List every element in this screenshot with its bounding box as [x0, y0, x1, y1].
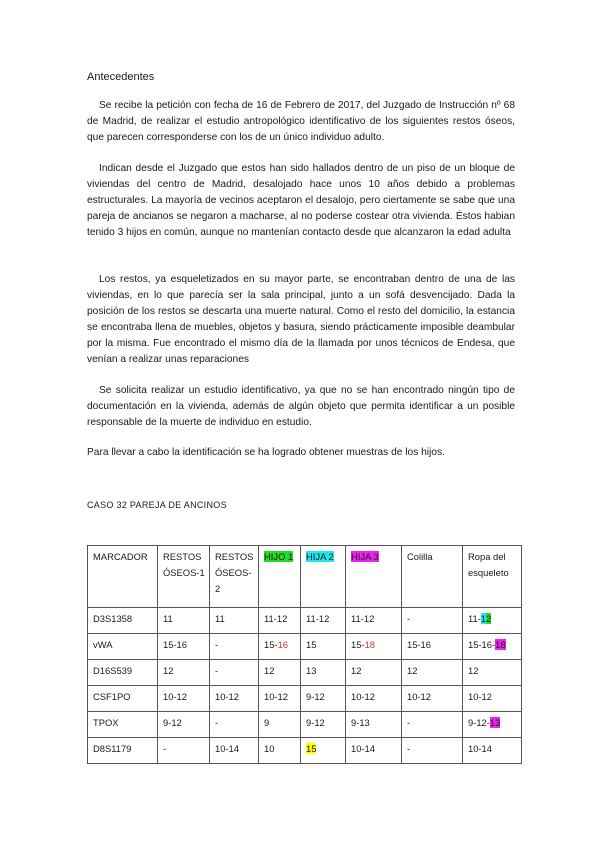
cell-marker: TPOX: [88, 712, 158, 738]
cell-ropa: [463, 634, 522, 660]
cell-ropa: [463, 608, 522, 634]
hijo1-red-value: 16: [277, 639, 288, 650]
cell-marker: D16S539: [88, 660, 158, 686]
cell-hija-2: 15: [301, 634, 346, 660]
ropa-highlight-magenta: 13: [489, 717, 501, 728]
cell-hija-2: 9-12: [301, 712, 346, 738]
cell-hijo-1: [259, 634, 301, 660]
cell-hija-3: 10-12: [346, 686, 402, 712]
cell-ropa: 12: [463, 660, 522, 686]
cell-marker: CSF1PO: [88, 686, 158, 712]
header-ropa-text: Ropa del esqueleto: [468, 551, 509, 578]
cell-restos-1: 12: [158, 660, 210, 686]
cell-restos-1: 15-16: [158, 634, 210, 660]
header-colilla-text: Colilla: [407, 551, 433, 562]
cell-hija-2: 11-12: [301, 608, 346, 634]
table-row: [88, 686, 522, 712]
header-restos-1: [158, 546, 210, 608]
cell-hija-3: 11-12: [346, 608, 402, 634]
cell-restos-1: 10-12: [158, 686, 210, 712]
case-title: CASO 32 PAREJA DE ANCINOS: [87, 500, 227, 510]
table-row: [88, 660, 522, 686]
cell-hija-3: 9-13: [346, 712, 402, 738]
table-row: [88, 712, 522, 738]
ropa-highlight-cyan: 1: [480, 613, 487, 624]
cell-restos-1: -: [158, 738, 210, 764]
header-hija-3-text: HIJA 3: [351, 551, 379, 562]
cell-hijo-1: 10: [259, 738, 301, 764]
cell-restos-2: 10-14: [210, 738, 259, 764]
header-marcador: [88, 546, 158, 608]
cell-hija-3: 12: [346, 660, 402, 686]
paragraph-location: Indican desde el Juzgado que estos han sido hallados dentro de un piso de un bloque de viviendas del centro de Madrid, desalojado hace unos 10 años debido a problemas estructurales. La mayoría de vecinos aceptaron el desalojo, pero ciertamente se sabe que una pareja de ancianos se negaron a macharse, al no poderse costear otra vivienda. Éstos habian tenido 3 hijos en común, aunque no mantenían contacto desde que alcanzaron la edad adulta: [87, 163, 515, 238]
closing-sentence: Para llevar a cabo la identificación se ha logrado obtener muestras de los hijos.: [87, 447, 445, 458]
header-hijo-1-text: HIJO 1: [264, 551, 294, 562]
header-restos-1-text: RESTOS ÓSEOS-1: [163, 551, 205, 578]
cell-restos-2: -: [210, 712, 259, 738]
header-ropa: [463, 546, 522, 608]
cell-ropa: 10-12: [463, 686, 522, 712]
cell-hija-2: 13: [301, 660, 346, 686]
hija3-part: 15-: [351, 639, 365, 650]
header-colilla: [402, 546, 463, 608]
header-hija-2: [301, 546, 346, 608]
header-hijo-1: [259, 546, 301, 608]
ropa-highlight-magenta: 18: [495, 639, 506, 650]
cell-hijo-1: 9: [259, 712, 301, 738]
cell-marker: vWA: [88, 634, 158, 660]
cell-hija-3: 10-14: [346, 738, 402, 764]
cell-hijo-1: 10-12: [259, 686, 301, 712]
table-header-row: [88, 546, 522, 608]
ropa-part: 15-16-: [468, 639, 496, 650]
hijo1-part: 15-: [264, 639, 278, 650]
ropa-highlight-green: 2: [486, 613, 492, 624]
header-marcador-text: MARCADOR: [93, 551, 148, 562]
cell-marker: D8S1179: [88, 738, 158, 764]
header-restos-2: [210, 546, 259, 608]
cell-colilla: 15-16: [402, 634, 463, 660]
hija3-red-value: 18: [364, 639, 375, 650]
table-row: [88, 634, 522, 660]
table-row: [88, 608, 522, 634]
header-hija-3: [346, 546, 402, 608]
cell-colilla: -: [402, 608, 463, 634]
cell-hijo-1: 11-12: [259, 608, 301, 634]
cell-restos-2: 10-12: [210, 686, 259, 712]
table-row: [88, 738, 522, 764]
cell-marker: D3S1358: [88, 608, 158, 634]
paragraph-identification: Se solicita realizar un estudio identificativo, ya que no se han encontrado ningún tipo de documentación en la vivienda, además de algún objeto que permita identificar a un posible responsable de la muerte de individuo en estudio.: [87, 385, 515, 428]
header-hija-2-text: HIJA 2: [306, 551, 334, 562]
str-markers-table: [87, 545, 522, 764]
paragraph-remains: Los restos, ya esqueletizados en su mayor parte, se encontraban dentro de una de las viviendas, en lo que parecía ser la sala principal, junto a un sofá desvencijado. Dada la posición de los restos se descarta una muerte natural. Como el resto del domicilio, la estancia se encontraba llena de muebles, objetos y basura, siendo prácticamente imposible deambular por la misma. Fue encontrado el mismo día de la llamada por unos técnicos de Endesa, que venían a realizar unas reparaciones: [87, 274, 515, 365]
cell-restos-2: 11: [210, 608, 259, 634]
section-heading: Antecedentes: [87, 71, 155, 83]
cell-restos-2: -: [210, 660, 259, 686]
header-restos-2-text: RESTOS ÓSEOS-2: [215, 551, 254, 594]
cell-colilla: 10-12: [402, 686, 463, 712]
paragraph-request: Se recibe la petición con fecha de 16 de Febrero de 2017, del Juzgado de Instrucción nº 68 de Madrid, de realizar el estudio antropológico identificativo de los siguientes restos óseos, que parecen corresponderse con los de un único individuo adulto.: [87, 100, 515, 143]
cell-colilla: -: [402, 738, 463, 764]
cell-hija-2: [301, 738, 346, 764]
cell-restos-1: 9-12: [158, 712, 210, 738]
cell-restos-1: 11: [158, 608, 210, 634]
cell-colilla: 12: [402, 660, 463, 686]
hija2-highlight-yellow: 15: [306, 743, 317, 754]
ropa-part: 9-12-: [468, 717, 490, 728]
cell-ropa: [463, 712, 522, 738]
cell-hija-3: [346, 634, 402, 660]
cell-ropa: 10-14: [463, 738, 522, 764]
cell-colilla: -: [402, 712, 463, 738]
cell-hijo-1: 12: [259, 660, 301, 686]
ropa-part: 11-: [468, 613, 481, 624]
cell-hija-2: 9-12: [301, 686, 346, 712]
cell-restos-2: -: [210, 634, 259, 660]
